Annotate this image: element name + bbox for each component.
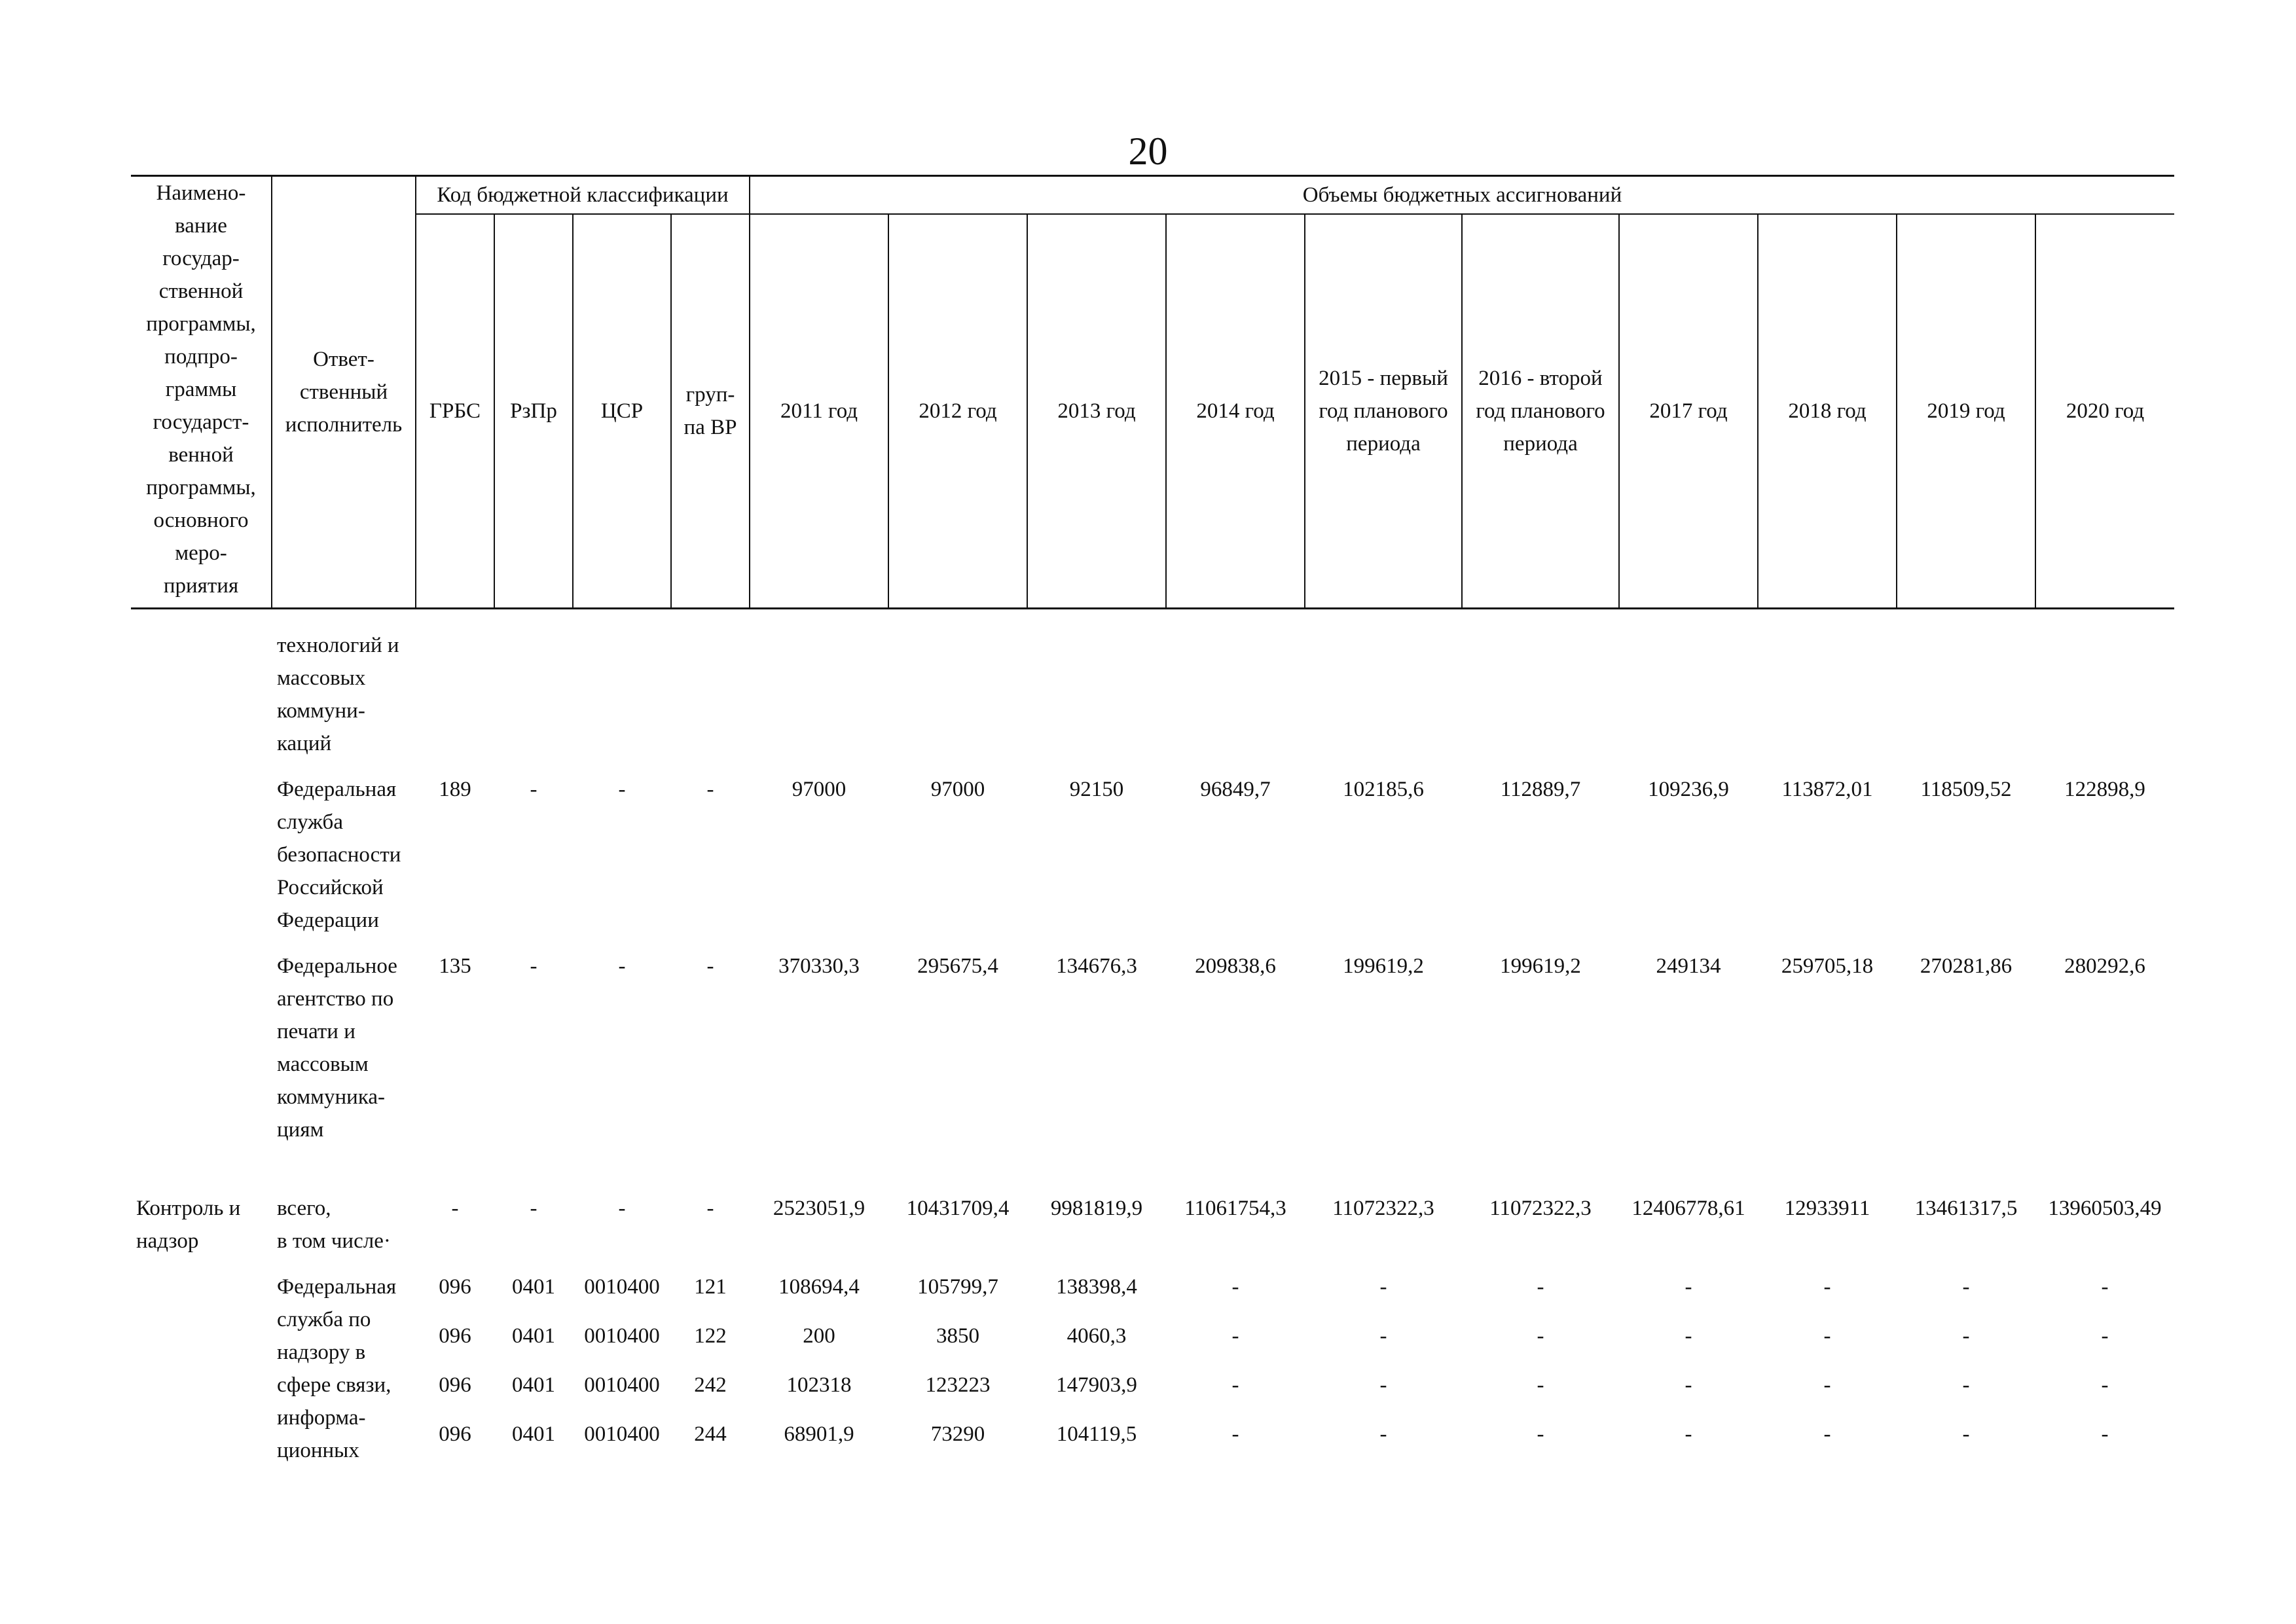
value-cell: -	[1823, 1324, 1831, 1348]
code-cell: 0401	[512, 1373, 555, 1397]
code-cell: 096	[439, 1275, 471, 1299]
code-cell: 096	[439, 1324, 471, 1348]
value-cell: 113872,01	[1781, 778, 1873, 801]
value-cell: -	[1379, 1373, 1387, 1397]
header-budget-volumes: Объемы бюджетных ассигнований	[750, 176, 2174, 215]
value-cell: -	[1379, 1422, 1387, 1446]
code-cell: -	[530, 954, 538, 978]
code-cell: -	[618, 954, 626, 978]
value-cell: 123223	[925, 1373, 991, 1397]
code-cell	[416, 629, 494, 760]
value-cell: -	[1231, 1373, 1239, 1397]
table-body	[131, 609, 2174, 1468]
value-cell: 73290	[930, 1422, 985, 1446]
value-cell: -	[1962, 1373, 1970, 1397]
program-name-cell	[131, 950, 272, 1146]
header-code-col: ГРБС	[416, 214, 494, 609]
value-cell: -	[2101, 1373, 2109, 1397]
header-code-col: груп- па ВР	[671, 214, 750, 609]
table-row	[131, 950, 2174, 1146]
program-name-cell: Контроль и надзор	[136, 1197, 241, 1253]
executor-cell: Федеральное агентство по печати и массовым коммуника- циям	[277, 954, 397, 1142]
header-year-col: 2019 год	[1897, 214, 2035, 609]
value-cell: 12933911	[1784, 1197, 1870, 1220]
code-cell	[494, 629, 573, 760]
value-cell	[1305, 629, 1462, 760]
code-cell: -	[618, 1197, 626, 1220]
table-row	[131, 1192, 2174, 1257]
value-cell	[1619, 629, 1758, 760]
value-cell	[2035, 629, 2174, 760]
code-cell: 0010400	[584, 1373, 660, 1397]
executor-cell: Федеральная служба по надзору в сфере связи, информа- ционных	[277, 1275, 397, 1462]
value-cell: 295675,4	[917, 954, 998, 978]
value-cell: 109236,9	[1648, 778, 1729, 801]
header-code-col: ЦСР	[573, 214, 671, 609]
program-name-cell	[131, 1271, 272, 1467]
value-cell: 105799,7	[917, 1275, 998, 1299]
table-header	[131, 176, 2174, 609]
value-cell: 199619,2	[1500, 954, 1581, 978]
code-cell: -	[706, 954, 714, 978]
table-row	[131, 1320, 2174, 1369]
value-cell	[1027, 629, 1166, 760]
code-cell: 096	[439, 1422, 471, 1446]
header-program-name: Наимено- вание государ- ственной программы, подпро- граммы государст- венной программы, основного меро- приятия	[131, 176, 272, 609]
code-cell: 121	[694, 1275, 727, 1299]
table-row	[131, 629, 2174, 760]
value-cell: 4060,3	[1066, 1324, 1127, 1348]
value-cell: 209838,6	[1195, 954, 1276, 978]
value-cell: 280292,6	[2064, 954, 2145, 978]
code-cell	[573, 629, 671, 760]
header-year-col: 2012 год	[888, 214, 1027, 609]
value-cell: 249134	[1656, 954, 1721, 978]
value-cell: 122898,9	[2064, 778, 2145, 801]
value-cell	[1462, 629, 1619, 760]
code-cell: -	[530, 1197, 538, 1220]
table-row	[131, 1271, 2174, 1320]
value-cell: 10431709,4	[906, 1197, 1010, 1220]
value-cell: 270281,86	[1920, 954, 2013, 978]
code-cell: 0010400	[584, 1324, 660, 1348]
value-cell: -	[1379, 1324, 1387, 1348]
value-cell: -	[1685, 1275, 1692, 1299]
value-cell: 92150	[1069, 778, 1124, 801]
value-cell: 112889,7	[1500, 778, 1581, 801]
header-year-col: 2013 год	[1027, 214, 1166, 609]
value-cell: 9981819,9	[1050, 1197, 1143, 1220]
value-cell: -	[1537, 1422, 1544, 1446]
value-cell: -	[1823, 1373, 1831, 1397]
header-code-col: РзПр	[494, 214, 573, 609]
value-cell	[888, 629, 1027, 760]
program-name-cell	[131, 773, 272, 937]
row-spacer	[131, 1146, 2174, 1192]
value-cell: -	[1537, 1275, 1544, 1299]
value-cell: 11061754,3	[1184, 1197, 1286, 1220]
page-number: 20	[1128, 130, 1168, 173]
code-cell: 096	[439, 1373, 471, 1397]
value-cell: 68901,9	[784, 1422, 854, 1446]
value-cell: 370330,3	[778, 954, 860, 978]
budget-table	[131, 175, 2174, 1467]
value-cell: 96849,7	[1200, 778, 1271, 801]
row-spacer	[131, 760, 2174, 773]
header-year-col: 2014 год	[1166, 214, 1305, 609]
value-cell: -	[2101, 1324, 2109, 1348]
value-cell: -	[1379, 1275, 1387, 1299]
code-cell: -	[530, 778, 538, 801]
header-year-col: 2020 год	[2035, 214, 2174, 609]
header-year-col: 2015 - первый год планового периода	[1305, 214, 1462, 609]
header-year-col: 2016 - второй год планового периода	[1462, 214, 1619, 609]
executor-cell: Федеральная служба безопасности Российской Федерации	[277, 778, 401, 932]
value-cell: 13461317,5	[1914, 1197, 2018, 1220]
code-cell: -	[706, 778, 714, 801]
code-cell: 189	[439, 778, 471, 801]
row-spacer	[131, 1257, 2174, 1271]
value-cell	[1166, 629, 1305, 760]
value-cell: 12406778,61	[1631, 1197, 1745, 1220]
value-cell: -	[1685, 1324, 1692, 1348]
value-cell: 104119,5	[1056, 1422, 1137, 1446]
code-cell: 0401	[512, 1275, 555, 1299]
value-cell: 138398,4	[1056, 1275, 1137, 1299]
code-cell: 0401	[512, 1324, 555, 1348]
value-cell: 199619,2	[1343, 954, 1424, 978]
header-year-col: 2017 год	[1619, 214, 1758, 609]
value-cell	[1897, 629, 2035, 760]
header-executor: Ответ- ственный исполнитель	[272, 176, 416, 609]
value-cell: -	[1231, 1324, 1239, 1348]
value-cell: -	[1537, 1373, 1544, 1397]
value-cell: 102185,6	[1343, 778, 1424, 801]
value-cell: 147903,9	[1056, 1373, 1137, 1397]
value-cell: -	[1685, 1373, 1692, 1397]
header-year-col: 2018 год	[1758, 214, 1897, 609]
value-cell: 102318	[786, 1373, 852, 1397]
value-cell	[750, 629, 888, 760]
value-cell: 97000	[792, 778, 847, 801]
value-cell: 97000	[930, 778, 985, 801]
value-cell: -	[1962, 1324, 1970, 1348]
code-cell: 0010400	[584, 1275, 660, 1299]
executor-cell: технологий и массовых коммуни- каций	[277, 634, 399, 755]
code-cell: 242	[694, 1373, 727, 1397]
value-cell: 3850	[936, 1324, 979, 1348]
value-cell: 134676,3	[1056, 954, 1137, 978]
value-cell: -	[1685, 1422, 1692, 1446]
value-cell: -	[1962, 1275, 1970, 1299]
value-cell: 13960503,49	[2048, 1197, 2162, 1220]
program-name-cell	[131, 629, 272, 760]
value-cell: 108694,4	[778, 1275, 860, 1299]
value-cell	[1758, 629, 1897, 760]
table-row	[131, 1418, 2174, 1467]
table-row	[131, 773, 2174, 937]
executor-cell: всего, в том числе·	[277, 1197, 391, 1253]
code-cell: -	[706, 1197, 714, 1220]
code-cell: 135	[439, 954, 471, 978]
value-cell: -	[1231, 1422, 1239, 1446]
code-cell: 244	[694, 1422, 727, 1446]
value-cell: -	[2101, 1422, 2109, 1446]
value-cell: 118509,52	[1920, 778, 2012, 801]
value-cell: 11072322,3	[1332, 1197, 1434, 1220]
value-cell: 11072322,3	[1489, 1197, 1592, 1220]
code-cell	[671, 629, 750, 760]
value-cell: 200	[803, 1324, 835, 1348]
value-cell: -	[1962, 1422, 1970, 1446]
value-cell: 2523051,9	[773, 1197, 866, 1220]
value-cell: -	[2101, 1275, 2109, 1299]
value-cell: -	[1823, 1422, 1831, 1446]
code-cell: -	[618, 778, 626, 801]
header-year-col: 2011 год	[750, 214, 888, 609]
table-row	[131, 1369, 2174, 1418]
value-cell: -	[1537, 1324, 1544, 1348]
value-cell: 259705,18	[1781, 954, 1874, 978]
code-cell: 0401	[512, 1422, 555, 1446]
value-cell: -	[1823, 1275, 1831, 1299]
code-cell: 0010400	[584, 1422, 660, 1446]
value-cell: -	[1231, 1275, 1239, 1299]
header-budget-code: Код бюджетной классификации	[416, 176, 750, 215]
row-spacer	[131, 937, 2174, 950]
row-spacer	[131, 609, 2174, 630]
code-cell: 122	[694, 1324, 727, 1348]
code-cell: -	[451, 1197, 459, 1220]
